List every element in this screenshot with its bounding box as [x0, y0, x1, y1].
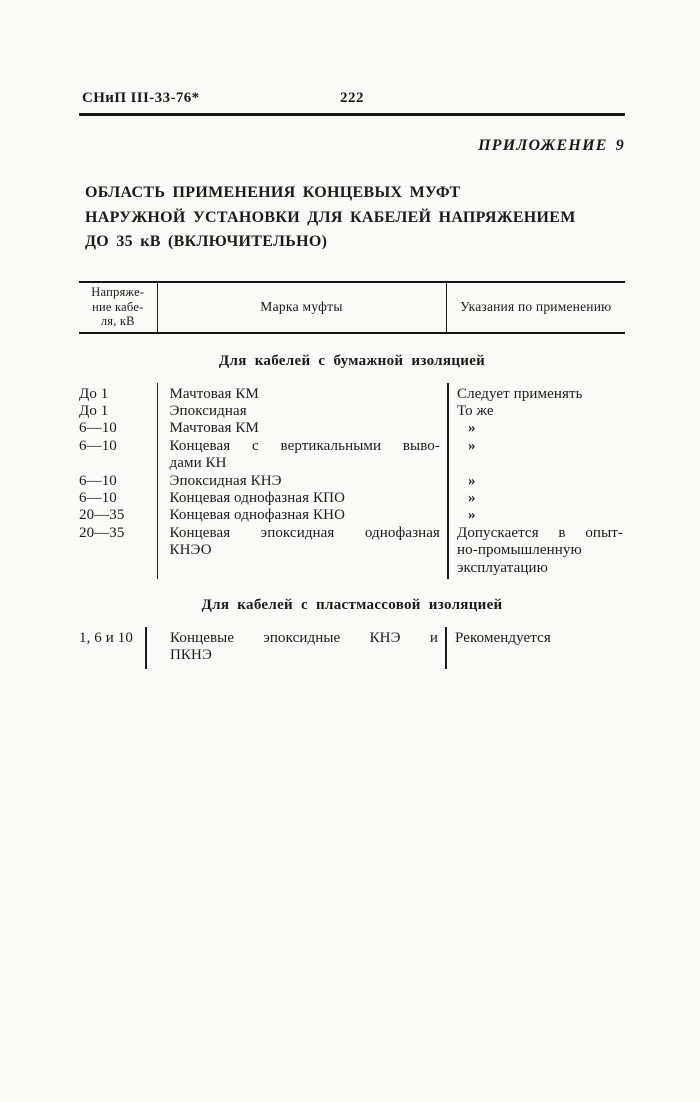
page-number: 222	[340, 90, 364, 106]
column-divider	[145, 627, 147, 669]
brand-cell: Концевая с вертикальными выво- дами КН	[169, 437, 440, 472]
usage-cell: Рекомендуется	[455, 629, 551, 646]
brand-cell: Мачтовая КМ	[169, 385, 259, 402]
usage-cell: Допускается в опыт- но-промышленную эксплуатацию	[457, 524, 623, 576]
ditto-mark: »	[468, 420, 476, 437]
title-line: НАРУЖНОЙ УСТАНОВКИ ДЛЯ КАБЕЛЕЙ НАПРЯЖЕНИЕМ	[85, 208, 576, 226]
column-divider	[445, 627, 447, 669]
brand-cell: Концевая однофазная КНО	[169, 507, 345, 524]
usage-cell: То же	[457, 402, 494, 419]
usage-cell	[447, 490, 625, 507]
header-rule	[79, 113, 625, 116]
col-usage-header: Указания по применению	[460, 299, 612, 314]
brand-cell: Концевая однофазная КПО	[169, 489, 345, 506]
ditto-mark: »	[468, 472, 476, 489]
table-row	[79, 630, 625, 665]
ditto-mark: »	[468, 437, 476, 454]
col-brand-header: Марка муфты	[158, 283, 447, 332]
usage-cell	[447, 420, 625, 437]
table-row	[79, 473, 625, 490]
column-divider	[157, 383, 159, 579]
voltage-cell: 6—10	[79, 489, 117, 506]
voltage-cell: 20—35	[79, 524, 125, 541]
voltage-cell: 20—35	[79, 507, 125, 524]
brand-cell: Мачтовая КМ	[169, 420, 259, 437]
table-section-plastic	[79, 627, 625, 669]
brand-cell: Концевые эпоксидные КНЭ и ПКНЭ	[170, 629, 438, 664]
usage-cell	[447, 473, 625, 490]
usage-cell	[447, 438, 625, 473]
table-row	[79, 386, 625, 403]
voltage-cell: 6—10	[79, 420, 117, 437]
col-voltage-header: Напряже- ние кабе- ля, кВ	[79, 283, 158, 332]
table-row	[79, 490, 625, 507]
brand-cell: Концевая эпоксидная однофазная КНЭО	[169, 524, 440, 559]
title-line: ДО 35 кВ (ВКЛЮЧИТЕЛЬНО)	[85, 233, 328, 250]
table-row	[79, 403, 625, 420]
voltage-cell: 6—10	[79, 472, 117, 489]
ditto-mark: »	[468, 489, 476, 506]
ditto-mark: »	[468, 507, 476, 524]
running-header	[79, 90, 625, 109]
table-row	[79, 420, 625, 437]
document-page	[79, 0, 625, 669]
usage-cell	[447, 507, 625, 524]
table-row	[79, 438, 625, 473]
section-title-paper: Для кабелей с бумажной изоляцией	[218, 352, 486, 369]
table-section-paper	[79, 383, 625, 579]
voltage-cell: До 1	[79, 385, 109, 402]
column-divider	[447, 383, 449, 579]
appendix-label: ПРИЛОЖЕНИЕ 9	[478, 137, 625, 154]
brand-cell: Эпоксидная	[169, 402, 247, 419]
document-title	[85, 181, 625, 255]
title-line: ОБЛАСТЬ ПРИМЕНЕНИЯ КОНЦЕВЫХ МУФТ	[85, 184, 461, 201]
usage-cell: Следует применять	[457, 385, 583, 402]
voltage-cell: 1, 6 и 10	[79, 629, 133, 646]
voltage-cell: До 1	[79, 402, 109, 419]
table-header	[79, 281, 625, 334]
voltage-cell: 6—10	[79, 437, 117, 454]
section-title-plastic: Для кабелей с пластмассовой изоляцией	[201, 596, 503, 613]
doc-code: СНиП III-33-76*	[82, 90, 200, 106]
table-row	[79, 507, 625, 524]
table-row	[79, 525, 625, 577]
brand-cell: Эпоксидная КНЭ	[169, 472, 282, 489]
